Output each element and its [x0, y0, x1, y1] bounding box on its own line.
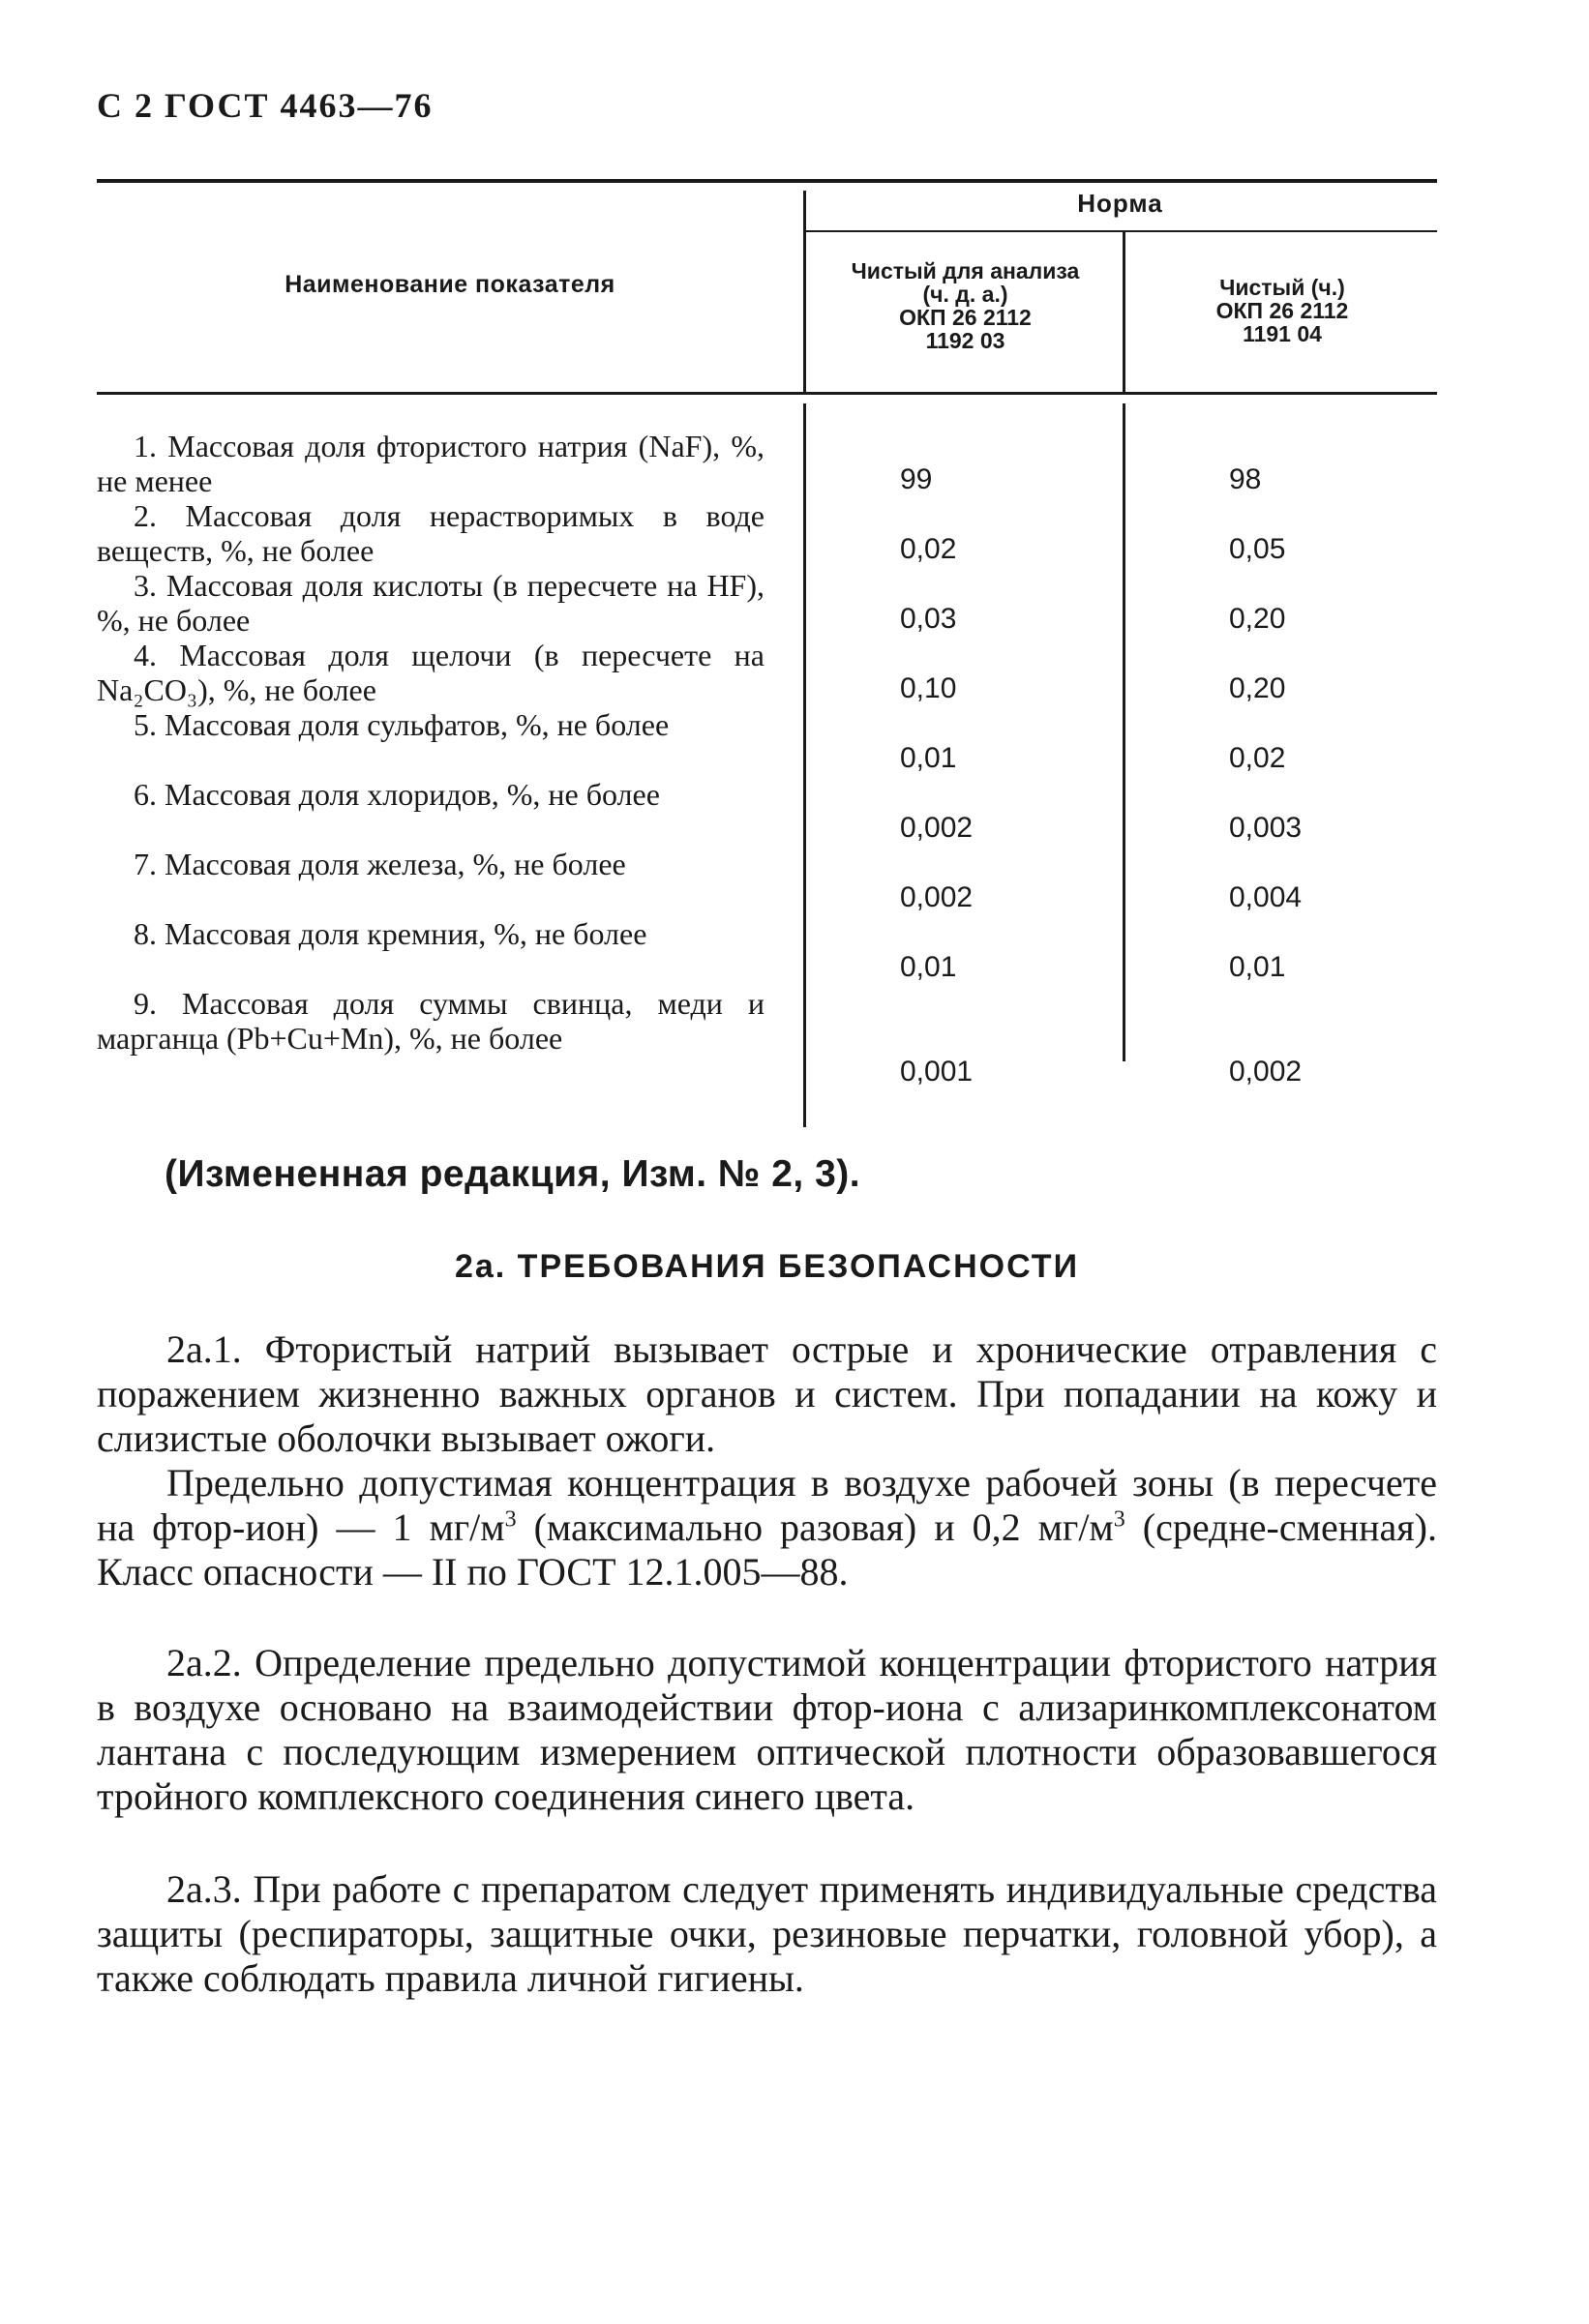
column-divider [1123, 232, 1125, 394]
indicator-name: 7. Массовая доля железа, %, не более [134, 847, 626, 881]
value-pure: 0,01 [1229, 951, 1286, 983]
mac-text-part: (максимально разовая) и 0,2 мг/м [516, 1505, 1114, 1549]
indicator-name: 2. Массовая доля нерастворимых в воде веществ, %, не более [97, 498, 765, 568]
indicator-name: 6. Массовая доля хлоридов, %, не более [134, 777, 660, 812]
column-divider [803, 403, 806, 1127]
norma-column-header: Норма [1077, 189, 1163, 218]
indicator-name: 9. Массовая доля суммы свинца, меди и марганца (Pb+Cu+Mn), %, не более [97, 986, 765, 1056]
grade-header-pure [1127, 276, 1437, 345]
value-pure-for-analysis: 0,01 [900, 742, 957, 774]
page-header: С 2 ГОСТ 4463—76 [97, 86, 434, 125]
norm-table [97, 179, 1437, 1127]
value-pure-for-analysis: 0,001 [900, 1056, 974, 1088]
column-divider [1123, 403, 1125, 1061]
value-pure-for-analysis: 0,002 [900, 881, 974, 913]
grade-header-pure-for-analysis [808, 259, 1123, 352]
indicator-name: 5. Массовая доля сульфатов, %, не более [134, 707, 670, 742]
indicator-name: 8. Массовая доля кремния, %, не более [134, 916, 647, 951]
value-pure-for-analysis: 0,02 [900, 533, 957, 565]
paragraph-mac [97, 1461, 1437, 1594]
value-pure-for-analysis: 0,10 [900, 672, 957, 704]
value-pure: 0,002 [1229, 1056, 1303, 1088]
column-divider [803, 191, 806, 394]
paragraph-2a1: 2а.1. Фтористый натрий вызывает острые и хронические отравления с поражением жизненно важных органов и систем. При попадании на кожу и слизистые оболочки вызывает ожоги. [97, 1327, 1437, 1460]
amendment-note: (Измененная редакция, Изм. № 2, 3). [165, 1153, 861, 1195]
value-pure-for-analysis: 0,01 [900, 951, 957, 983]
grade-header-line: Чистый для анализа [851, 258, 1080, 283]
paragraph-2a2: 2а.2. Определение предельно допустимой концентрации фтористого натрия в воздухе основано на взаимодействии фтор-иона с ализаринкомплексонатом лантана с последующим измерением оптической плотности образовавшегося тройного комплексного соединения синего цвета. [97, 1641, 1437, 1818]
value-pure: 0,20 [1229, 672, 1286, 704]
value-pure-for-analysis: 99 [900, 463, 933, 495]
table-header-rule [97, 392, 1437, 395]
value-pure: 0,003 [1229, 812, 1303, 844]
indicator-name: 4. Массовая доля щелочи (в пересчете на Na₂CO₃), %, не более [97, 638, 765, 707]
grade-header-line: Чистый (ч.) [1219, 275, 1345, 300]
grade-header-line: 1192 03 [925, 328, 1005, 353]
value-pure-for-analysis: 0,03 [900, 603, 957, 635]
mac-text-part: (средне-сменная). Класс опасности — II по ГОСТ 12.1.005—88. [97, 1505, 1437, 1594]
superscript: 3 [1113, 1506, 1125, 1533]
mac-text-part: Предельно допустимая концентрация в воздухе рабочей зоны (в пересчете на фтор-ион) — 1 мг/м [97, 1461, 1437, 1549]
section-title: 2а. ТРЕБОВАНИЯ БЕЗОПАСНОСТИ [454, 1248, 1080, 1285]
value-pure: 98 [1229, 463, 1262, 495]
value-pure: 0,004 [1229, 881, 1303, 913]
norma-underline [803, 230, 1437, 232]
value-pure-for-analysis: 0,002 [900, 812, 974, 844]
value-pure: 0,02 [1229, 742, 1286, 774]
grade-header-line: (ч. д. а.) [922, 282, 1008, 307]
table-top-rule [97, 179, 1437, 183]
indicator-name: 1. Массовая доля фтористого натрия (NaF), %, не менее [97, 429, 765, 498]
indicator-name: 3. Массовая доля кислоты (в пересчете на HF), %, не более [97, 568, 765, 638]
grade-header-line: ОКП 26 2112 [1215, 298, 1349, 323]
value-pure: 0,20 [1229, 603, 1286, 635]
paragraph-2a3: 2а.3. При работе с препаратом следует применять индивидуальные средства защиты (респираторы, защитные очки, резиновые перчатки, головной убор), а также соблюдать правила личной гигиены. [97, 1867, 1437, 2000]
superscript: 3 [504, 1506, 517, 1533]
value-pure: 0,05 [1229, 533, 1286, 565]
grade-header-line: 1191 04 [1243, 321, 1322, 346]
grade-header-line: ОКП 26 2112 [899, 305, 1032, 330]
name-column-header: Наименование показателя [285, 271, 615, 298]
